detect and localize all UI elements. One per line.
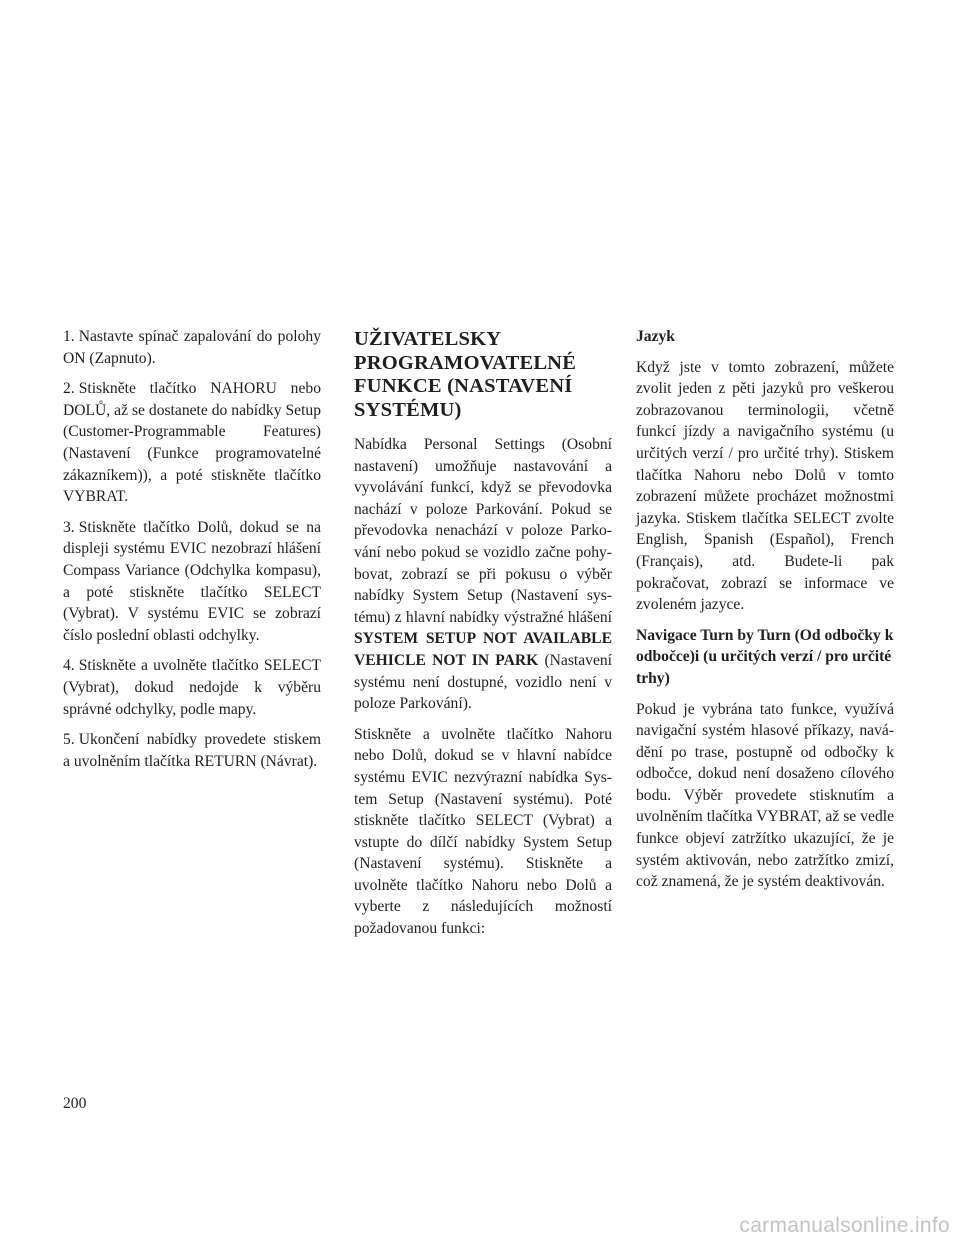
step-5 — [63, 729, 321, 772]
intro-paragraph — [354, 434, 612, 715]
step-text: Stiskněte tlačítko NAHORU nebo DOLŮ, až se dostanete do nabídky Setup (Customer-Programmable Features) (Nastavení (Funkce programovatelné zákazníkem)), a poté stiskněte tlačítko VYBRAT. — [63, 380, 321, 506]
watermark: carmanualsonline.info — [739, 1214, 950, 1237]
step-text: Stiskněte tlačítko Dolů, dokud se na displeji systému EVIC nezobrazí hlášení Compass Variance (Odchylka kompasu), a poté stiskněte tlačítko SELECT (Vybrat). V systému EVIC se zobrazí číslo poslední oblasti odchylky. — [63, 518, 321, 644]
step-1 — [63, 326, 321, 369]
subheading-navigation: Navigace Turn by Turn (Od odbočky k odbočce)i (u určitých verzí / pro určité trhy) — [636, 626, 894, 687]
step-2 — [63, 378, 321, 508]
navigation-paragraph: Pokud je vybrána tato funkce, využívá navigační systém hlasové příkazy, navádění po trase, postupně od odbočky k odbočce, dokud není dosaženo cílového bodu. Výběr provedete stisknutím a uvolněním tlačítka VYBRAT, až se vedle funkce objeví zatržítko ukazující, že je systém aktivován, nebo zatržítko zmizí, což znamená, že je systém deaktivován. — [636, 700, 894, 891]
column-right — [636, 326, 894, 902]
step-number: 3. — [63, 518, 75, 536]
page-number: 200 — [63, 1095, 87, 1112]
step-number: 1. — [63, 328, 75, 345]
step-number: 5. — [63, 731, 75, 749]
language-paragraph: Když jste v tomto zobrazení, můžete zvolit jeden z pěti jazyků pro veškerou zobrazovanou terminologii, včetně funkcí jízdy a navigačního systému (u určitých verzí / pro určité trhy). Stiskem tlačítka Nahoru nebo Dolů v tomto zobrazení můžete procházet možnostmi jazyka. Stiskem tlačítka SELECT zvolte English, Spanish (Español), French (Français), atd. Budete-li pak pokračovat, zobrazí se informace ve zvoleném jazyce. — [636, 358, 894, 614]
section-heading: UŽIVATELSKY PROGRAMOVATELNÉ FUNKCE (NASTAVENÍ SYSTÉMU) — [354, 328, 577, 421]
step-4 — [63, 655, 321, 720]
step-text: Ukončení nabídky provedete stiskem a uvolněním tlačítka RETURN (Návrat). — [63, 731, 321, 770]
step-text: Nastavte spínač zapalování do polohy ON (Zapnuto). — [63, 328, 321, 367]
instructions-paragraph: Stiskněte a uvolněte tlačítko Nahoru nebo Dolů, dokud se v hlavní nabídce systému EVIC nezvýrazní nabídka System Setup (Nastavení systému). Poté stiskněte tlačítko SELECT (Vybrat) a vstupte do dílčí nabídky System Setup (Nastavení systému). Stiskněte a uvolněte tlačítko Nahoru nebo Dolů a vyberte z následujících možností požadovanou funkci: — [354, 725, 612, 938]
step-number: 4. — [63, 657, 75, 675]
intro-text: Nabídka Personal Settings (Osobní nastavení) umožňuje nastavování a vyvolávání funkcí, když se převodovka nachází v poloze Parkování. Pokud se převodovka nenachází v poloze Parkování nebo pokud se vozidlo začne pohybovat, zobrazí se při pokusu o výběr nabídky System Setup (Nastavení systému) z hlavní nabídky výstražné hlášení — [354, 436, 612, 626]
step-text: Stiskněte a uvolněte tlačítko SELECT (Vybrat), dokud nedojde k výběru správné odchylky, podle mapy. — [63, 657, 321, 718]
warning-message: SYSTEM SETUP NOT AVAILABLE VEHICLE NOT IN PARK — [354, 630, 612, 669]
step-3 — [63, 517, 321, 647]
subheading-language: Jazyk — [636, 328, 675, 345]
step-number: 2. — [63, 380, 75, 398]
warning-translation: (Nastavení systému není dostupné, vozidlo není v poloze Parkování). — [354, 651, 612, 713]
column-left — [63, 326, 321, 781]
column-middle — [354, 326, 612, 949]
